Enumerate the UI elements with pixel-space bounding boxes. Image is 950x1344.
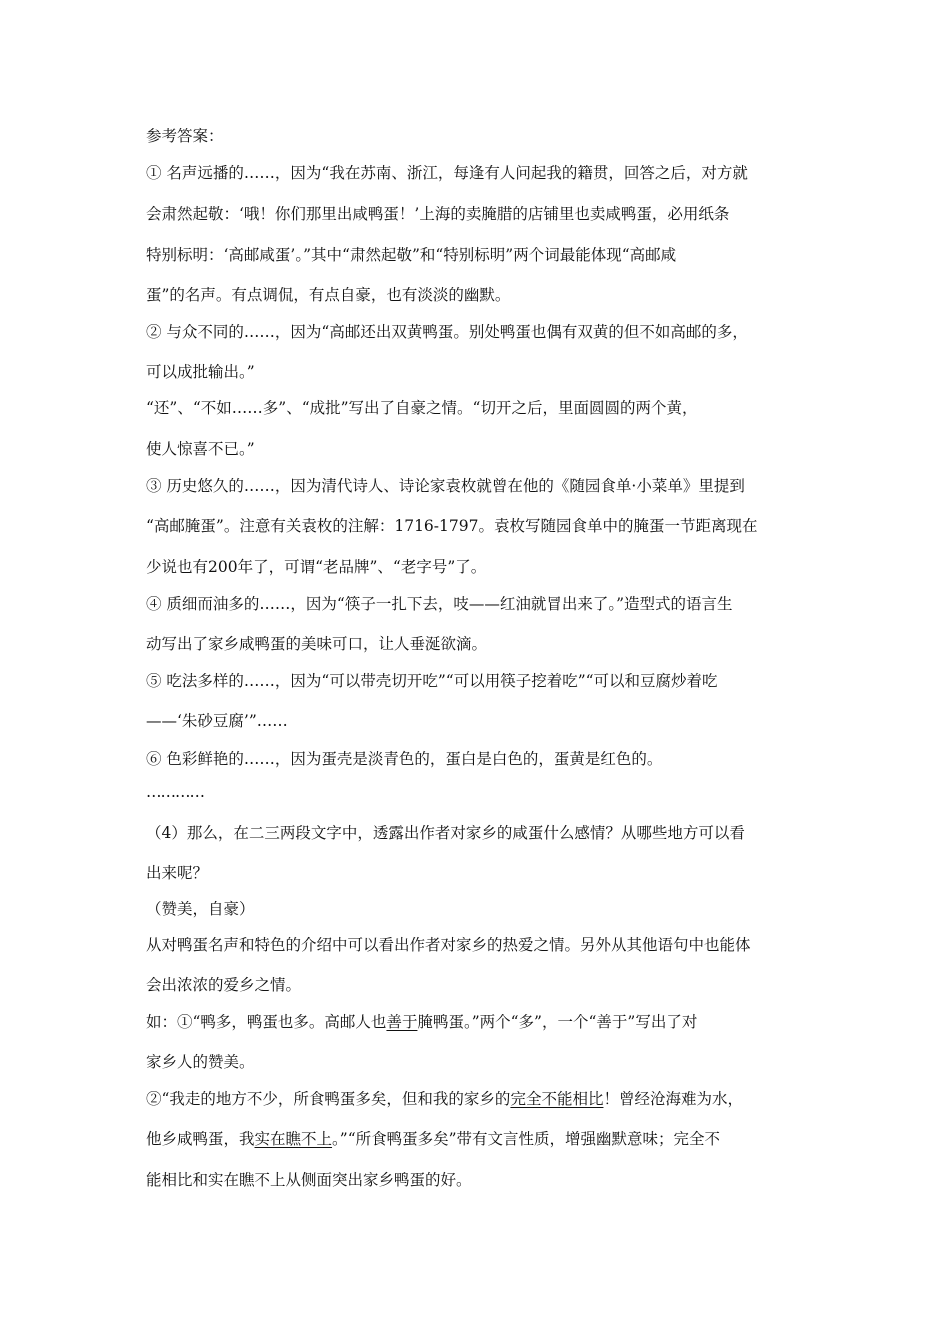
example-2-underlined-2: 实在瞧不上 — [254, 1130, 333, 1148]
example-1-line-1 — [146, 1012, 697, 1032]
item-3-line-3: 少说也有200年了，可谓“老品牌”、“老字号”了。 — [146, 558, 487, 576]
item-6-line-1: ⑥ 色彩鲜艳的……，因为蛋壳是淡青色的，蛋白是白色的，蛋黄是红色的。 — [146, 750, 663, 768]
example-2-text-c: 他乡咸鸭蛋，我 — [146, 1130, 255, 1148]
item-2-line-4: 使人惊喜不已。” — [146, 440, 255, 458]
example-2-line-1 — [146, 1089, 743, 1109]
example-2-line-2 — [146, 1129, 720, 1149]
example-2-text-b: ！曾经沧海难为水， — [603, 1090, 743, 1108]
example-1-underlined: 善于 — [386, 1013, 418, 1031]
answer-heading: 参考答案： — [146, 127, 224, 145]
ellipsis-line: ………… — [146, 783, 204, 801]
answer-4-keywords: （赞美，自豪） — [146, 900, 255, 918]
item-1-line-3: 特别标明：‘高邮咸蛋’。”其中“肃然起敬”和“特别标明”两个词最能体现“高邮咸 — [146, 246, 677, 264]
item-2-line-3: “还”、“不如……多”、“成批”写出了自豪之情。“切开之后，里面圆圆的两个黄， — [146, 399, 698, 417]
answer-4-paragraph-line-1: 从对鸭蛋名声和特色的介绍中可以看出作者对家乡的热爱之情。另外从其他语句中也能体 — [146, 936, 751, 954]
example-1-text-b: 腌鸭蛋。”两个“多”，一个“善于”写出了对 — [417, 1013, 698, 1031]
question-4-line-2: 出来呢？ — [146, 864, 209, 882]
example-2-text-d: 。”“所食鸭蛋多矣”带有文言性质，增强幽默意味；完全不 — [332, 1130, 721, 1148]
item-2-line-1: ② 与众不同的……，因为“高邮还出双黄鸭蛋。别处鸭蛋也偶有双黄的但不如高邮的多， — [146, 323, 748, 341]
example-1-text-a: 如：①“鸭多，鸭蛋也多。高邮人也 — [146, 1013, 387, 1031]
example-2-line-3: 能相比和实在瞧不上从侧面突出家乡鸭蛋的好。 — [146, 1171, 472, 1189]
item-1-line-1: ① 名声远播的……，因为“我在苏南、浙江，每逢有人问起我的籍贯，回答之后，对方就 — [146, 164, 748, 182]
item-1-line-2: 会肃然起敬：‘哦！你们那里出咸鸭蛋！’上海的卖腌腊的店铺里也卖咸鸭蛋，必用纸条 — [146, 205, 730, 223]
item-3-line-1: ③ 历史悠久的……，因为清代诗人、诗论家袁枚就曾在他的《随园食单·小菜单》里提到 — [146, 477, 745, 495]
answer-4-paragraph-line-2: 会出浓浓的爱乡之情。 — [146, 976, 302, 994]
item-5-line-2: ——‘朱砂豆腐’”…… — [146, 712, 288, 730]
item-4-line-1: ④ 质细而油多的……，因为“筷子一扎下去，吱——红油就冒出来了。”造型式的语言生 — [146, 595, 733, 613]
item-4-line-2: 动写出了家乡咸鸭蛋的美味可口，让人垂涎欲滴。 — [146, 635, 488, 653]
item-1-line-4: 蛋”的名声。有点调侃，有点自豪，也有淡淡的幽默。 — [146, 286, 511, 304]
question-4-line-1: （4）那么，在二三两段文字中，透露出作者对家乡的咸蛋什么感情？从哪些地方可以看 — [146, 824, 745, 842]
item-5-line-1: ⑤ 吃法多样的……，因为“可以带壳切开吃”“可以用筷子挖着吃”“可以和豆腐炒着吃 — [146, 672, 718, 690]
item-3-line-2: “高邮腌蛋”。注意有关袁枚的注解：1716-1797。袁枚写随园食单中的腌蛋一节距离现在 — [146, 517, 758, 535]
example-2-underlined-1: 完全不能相比 — [510, 1090, 604, 1108]
example-1-line-2: 家乡人的赞美。 — [146, 1053, 255, 1071]
item-2-line-2: 可以成批输出。” — [146, 363, 255, 381]
example-2-text-a: ②“我走的地方不少，所食鸭蛋多矣，但和我的家乡的 — [146, 1090, 511, 1108]
